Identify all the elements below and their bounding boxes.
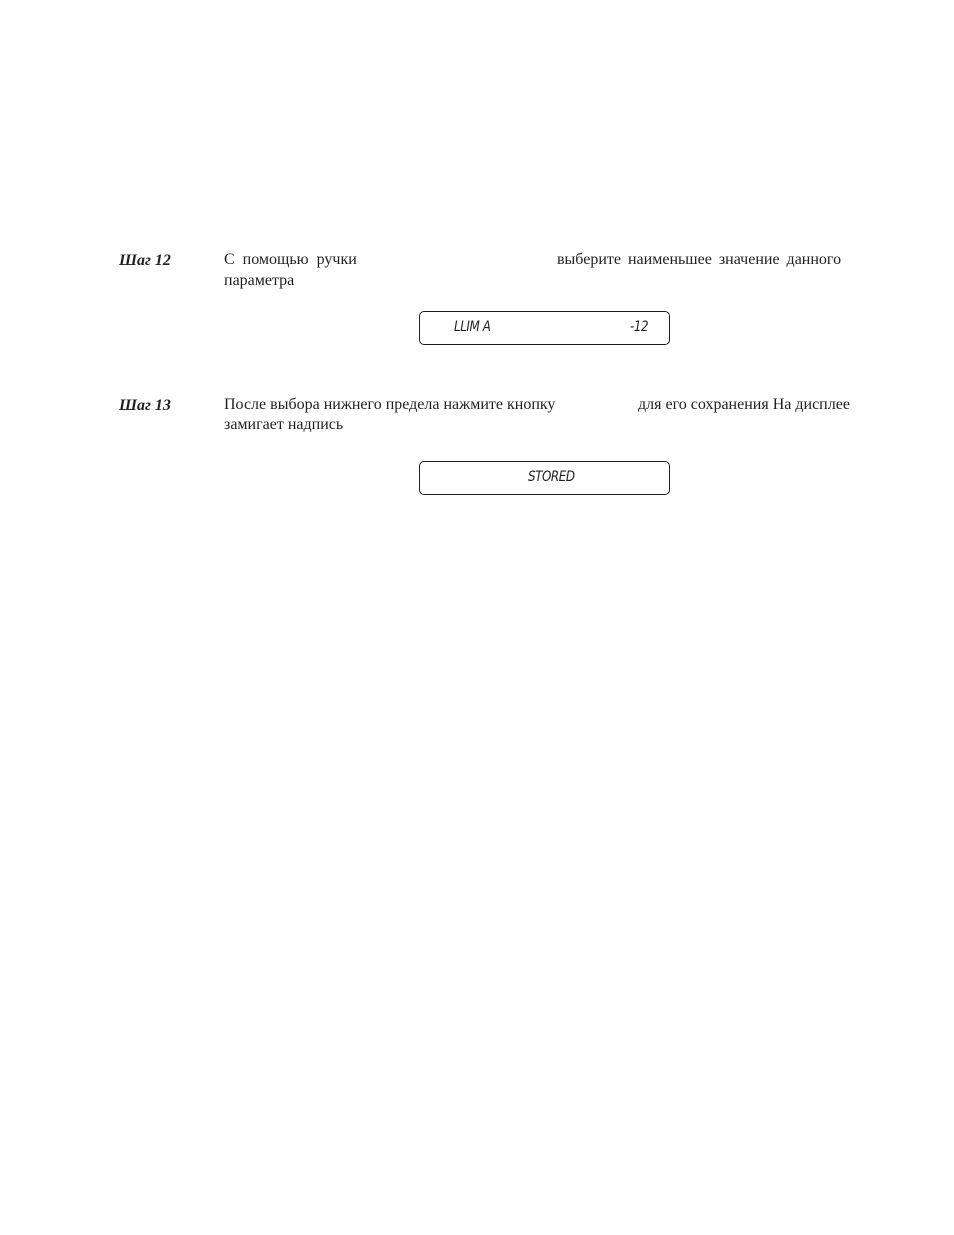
step-13-text-part1: После выбора нижнего предела нажмите кнопку — [224, 396, 556, 413]
step-13-text-part2: для его сохранения На дисплее — [638, 396, 850, 413]
step-12-text-part1: С помощью ручки — [224, 251, 357, 268]
step-12-label: Шаг 12 — [119, 252, 171, 269]
lcd-parameter-value: -12 — [630, 319, 649, 335]
lcd-display-llim — [419, 311, 670, 345]
lcd-stored-message: STORED — [528, 469, 575, 485]
lcd-display-stored — [419, 461, 670, 495]
lcd-parameter-name: LLIM A — [454, 319, 491, 335]
step-12-text-part2: выберите наименьшее значение данного — [557, 251, 842, 268]
step-12-text-line2: параметра — [224, 272, 295, 289]
step-13-label: Шаг 13 — [119, 397, 171, 414]
step-13-text-line2: замигает надпись — [224, 416, 344, 433]
